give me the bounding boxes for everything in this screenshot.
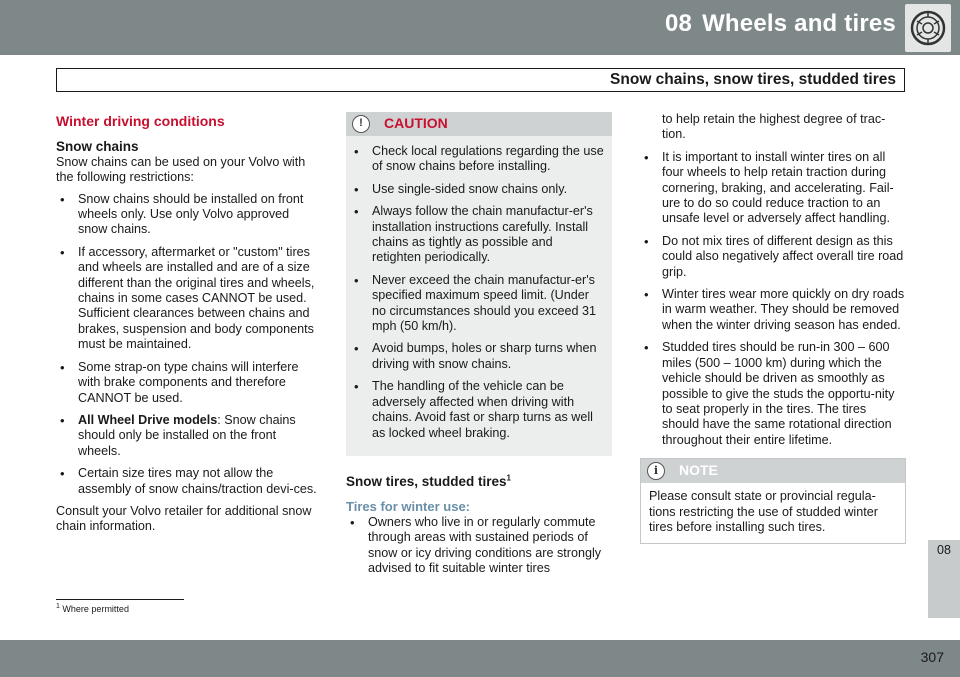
list-item: • Certain size tires may not allow the assembly of snow chains/traction devi-ces. — [56, 466, 322, 497]
footnote-text: Where permitted — [62, 604, 129, 614]
list-item: • Always follow the chain manufactur-er's installation instructions carefully. Install chains as tightly as possible and retighten periodically. — [350, 204, 604, 266]
caution-list — [346, 136, 612, 441]
list-item-continuation: to help retain the highest degree of trac-tion. — [662, 112, 886, 142]
list-item: • Winter tires wear more quickly on dry roads in warm weather. They should be removed when the winter driving season has ended. — [640, 287, 906, 333]
list-item: • Check local regulations regarding the use of snow chains before installing. — [350, 144, 604, 175]
chapter-title — [665, 10, 896, 38]
list-item: • Avoid bumps, holes or sharp turns when driving with snow chains. — [350, 341, 604, 372]
caution-header — [346, 112, 612, 136]
footnote-divider — [56, 599, 184, 600]
snow-chains-intro: Snow chains can be used on your Volvo with the following restrictions: — [56, 154, 306, 185]
footer-bar — [0, 640, 960, 677]
snow-tires-heading-text: Snow tires, studded tires — [346, 473, 507, 489]
list-item: • Never exceed the chain manufactur-er's specified maximum speed limit. (Under no circumstances should you exceed 31 mph (50 km/h). — [350, 273, 604, 335]
closing-text: Consult your Volvo retailer for additional snow chain information. — [56, 503, 312, 534]
side-tab-label: 08 — [937, 543, 951, 557]
winter-tires-list — [346, 515, 612, 577]
winter-driving-heading: Winter driving conditions — [56, 113, 225, 129]
winter-tires-list-continued — [640, 112, 906, 448]
winter-use-subheading: Tires for winter use: — [346, 499, 471, 515]
awd-text: : Snow chains should only be installed on the front wheels. — [78, 412, 296, 458]
info-icon: i — [647, 462, 665, 480]
list-item: • If accessory, aftermarket or "custom" tires and wheels are installed and are of a size different than the original tires and wheels, chains in some cases CANNOT be used. Sufficient clearances between chains and brakes, suspension and body components must be maintained. — [56, 245, 322, 353]
note-box — [640, 458, 906, 544]
awd-label: All Wheel Drive models — [78, 412, 218, 427]
list-item: • Use single-sided snow chains only. — [350, 182, 604, 197]
list-item: • Owners who live in or regularly commute through areas with sustained periods of snow or icy driving conditions are strongly advised to fit suitable winter tires — [346, 515, 612, 577]
snow-chains-heading: Snow chains — [56, 139, 139, 155]
chapter-name: Wheels and tires — [702, 10, 896, 37]
list-item: • It is important to install winter tires on all four wheels to help retain traction during cornering, braking, and accelerating. Fail-ure to do so could reduce traction to an unsafe level or adversely affect handling. — [640, 150, 906, 227]
page-number: 307 — [920, 649, 944, 665]
section-title: Snow chains, snow tires, studded tires — [610, 71, 896, 88]
warning-icon: ! — [352, 115, 370, 133]
list-item — [56, 413, 322, 459]
note-header — [641, 459, 905, 483]
caution-label: CAUTION — [384, 115, 448, 132]
right-column — [640, 112, 906, 544]
header-bar — [0, 0, 960, 55]
snow-chains-list — [56, 192, 322, 497]
footnote-number: 1 — [56, 603, 60, 610]
chapter-number: 08 — [664, 10, 693, 37]
snow-tires-heading — [346, 474, 612, 489]
tire-icon — [905, 4, 951, 52]
left-column — [56, 112, 322, 541]
caution-box — [346, 112, 612, 456]
section-header — [56, 68, 905, 92]
footnote-ref: 1 — [506, 473, 511, 483]
list-item: • The handling of the vehicle can be adversely affected when driving with chains. Avoid fast or sharp turns as well as locked wheel braking. — [350, 379, 604, 441]
list-item: • Snow chains should be installed on front wheels only. Use only Volvo approved snow chains. — [56, 192, 322, 238]
list-item: • Studded tires should be run-in 300 – 600 miles (500 – 1000 km) during which the vehicle should be driven as smoothly as possible to give the studs the opportu-nity to seat properly in the tires. The tires should have the same rotational direction throughout their entire lifetime. — [640, 340, 906, 448]
middle-column — [346, 112, 612, 583]
list-item: • Some strap-on type chains will interfere with brake components and therefore CANNOT be used. — [56, 360, 322, 406]
list-item: • Do not mix tires of different design as this could also negatively affect overall tire road grip. — [640, 234, 906, 280]
note-text: Please consult state or provincial regula-tions restricting the use of studded winter tires before installing such tires. — [649, 489, 878, 534]
footnote — [56, 604, 129, 614]
chapter-side-tab — [928, 540, 960, 618]
note-label: NOTE — [679, 462, 718, 479]
